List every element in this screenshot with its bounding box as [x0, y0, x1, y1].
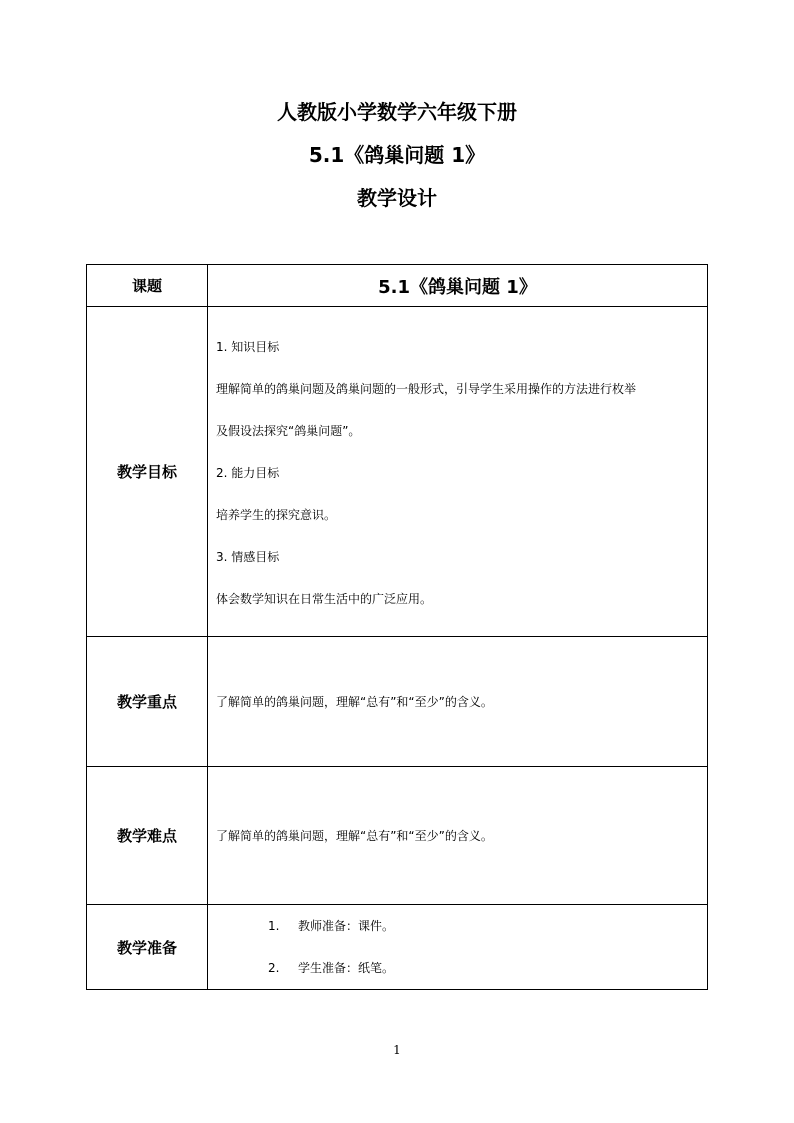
prep-item-text: 学生准备：纸笔。 [298, 961, 395, 975]
table-row-preparation [87, 905, 708, 990]
goal-line: 体会数学知识在日常生活中的广泛应用。 [216, 591, 433, 606]
goals-label: 教学目标 [87, 307, 208, 637]
difficulties-value: 了解简单的鸽巢问题，理解“总有”和“至少”的含义。 [208, 767, 708, 905]
title-line-3: 教学设计 [357, 186, 437, 210]
prep-item-number: 1. [268, 919, 280, 933]
table-row-difficulties [87, 767, 708, 905]
preparation-content [208, 905, 708, 990]
table-row-goals [87, 307, 708, 637]
topic-label: 课题 [87, 265, 208, 307]
lesson-plan-table [86, 264, 708, 990]
table-row-topic [87, 265, 708, 307]
topic-value: 5.1《鸽巢问题 1》 [208, 265, 708, 307]
prep-item-text: 教师准备：课件。 [298, 919, 395, 933]
difficulties-label: 教学难点 [87, 767, 208, 905]
table-row-key-points [87, 637, 708, 767]
page-number: 1 [393, 1043, 401, 1057]
goal-line: 1. 知识目标 [216, 339, 280, 354]
key-points-value: 了解简单的鸽巢问题，理解“总有”和“至少”的含义。 [208, 637, 708, 767]
title-line-2: 5.1《鸽巢问题 1》 [308, 143, 486, 167]
goal-line: 及假设法探究“鸽巢问题”。 [216, 423, 361, 438]
prep-item-number: 2. [268, 961, 280, 975]
title-line-1: 人教版小学数学六年级下册 [277, 100, 517, 124]
list-item [236, 959, 707, 977]
key-points-label: 教学重点 [87, 637, 208, 767]
goal-line: 2. 能力目标 [216, 465, 280, 480]
preparation-label: 教学准备 [87, 905, 208, 990]
goal-line: 3. 情感目标 [216, 549, 280, 564]
document-title [0, 102, 794, 208]
list-item [236, 917, 707, 935]
goals-content [208, 307, 708, 637]
goal-line: 理解简单的鸽巢问题及鸽巢问题的一般形式，引导学生采用操作的方法进行枚举 [216, 381, 637, 396]
goal-line: 培养学生的探究意识。 [216, 507, 337, 522]
